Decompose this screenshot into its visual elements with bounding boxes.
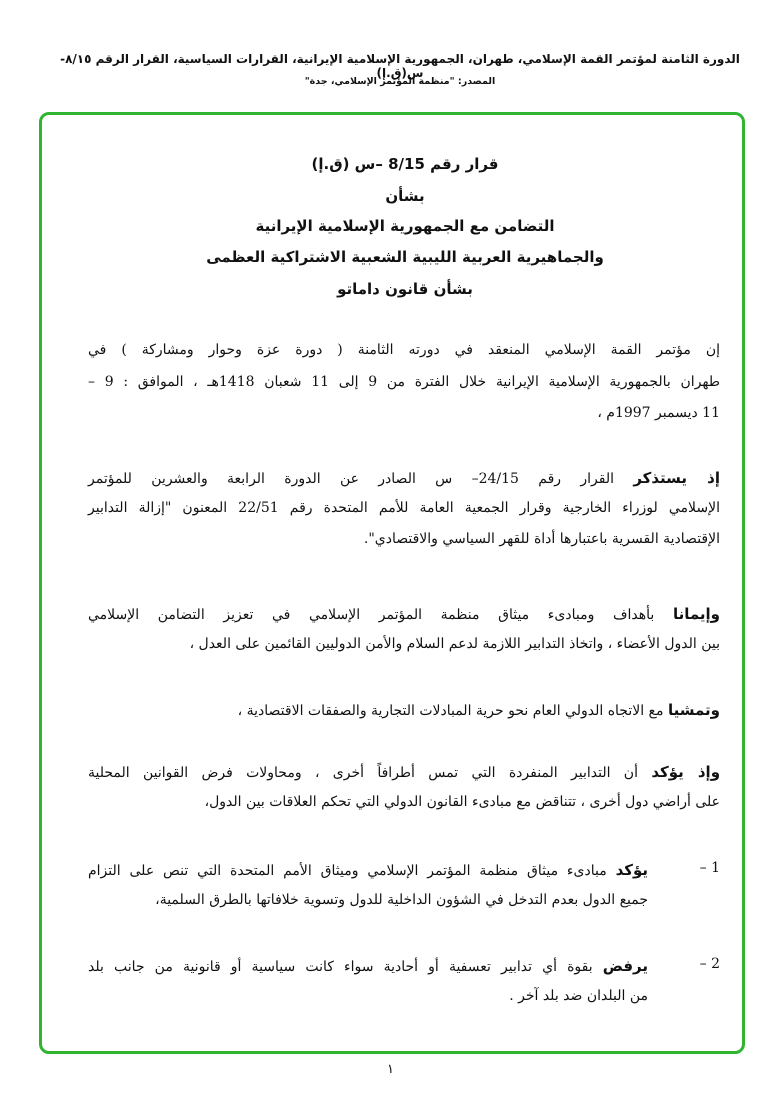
- title-subject-1: التضامن مع الجمهورية الإسلامية الإيرانية: [255, 217, 555, 235]
- paragraph-text: القرار رقم 24/15– س الصادر عن الدورة الرابعة والعشرين للمؤتمر: [88, 471, 614, 487]
- paragraph-line: إن مؤتمر القمة الإسلامي المنعقد في دورته الثامنة ( دورة عزة وحوار ومشاركة ) في: [88, 342, 720, 358]
- title-regarding: بشأن: [385, 187, 425, 205]
- paragraph-line: بين الدول الأعضاء ، واتخاذ التدابير اللازمة لدعم السلام والأمن الدوليين القائمين على العدل ،: [189, 636, 720, 652]
- item-number: 2 –: [699, 956, 720, 972]
- document-header-title: الدورة الثامنة لمؤتمر القمة الإسلامي، طهران، الجمهورية الإسلامية الإيرانية، القرارات السياسية، القرار الرقم ٨/١٥-س(ق.إ): [60, 52, 740, 80]
- item-number: 1 –: [699, 860, 720, 876]
- item-text: بقوة أي تدابير تعسفية أو أحادية سواء كانت سياسية أو قانونية من جانب بلد: [88, 959, 593, 975]
- paragraph-keyword: وإيمانا: [672, 605, 720, 623]
- paragraph-line: [88, 700, 720, 721]
- item-text: مبادىء ميثاق منظمة المؤتمر الإسلامي وميثاق الأمم المتحدة التي تنص على التزام: [88, 863, 607, 879]
- paragraph-keyword: إذ يستذكر: [633, 469, 720, 487]
- title-subject-3: بشأن قانون داماتو: [337, 280, 473, 298]
- paragraph-line: الإسلامي لوزراء الخارجية وقرار الجمعية العامة للأمم المتحدة رقم 22/51 المعنون "إزالة التدابير: [88, 500, 720, 516]
- paragraph-line: على أراضي دول أخرى ، تتناقض مع مبادىء القانون الدولي التي تحكم العلاقات بين الدول،: [204, 794, 720, 810]
- paragraph-line: [88, 468, 720, 489]
- item-keyword: يرفض: [602, 957, 648, 975]
- item-line: [88, 860, 648, 881]
- paragraph-keyword: وإذ يؤكد: [651, 763, 721, 781]
- paragraph-text: مع الاتجاه الدولي العام نحو حرية المبادلات التجارية والصفقات الاقتصادية ،: [237, 703, 664, 719]
- paragraph-line: طهران بالجمهورية الإسلامية الإيرانية خلال الفترة من 9 إلى 11 شعبان 1418هـ ، الموافق : 9 –: [88, 374, 721, 390]
- item-line: من البلدان ضد بلد آخر .: [509, 988, 648, 1004]
- paragraph-line: الإقتصادية القسرية باعتبارها أداة للقهر السياسي والاقتصادي".: [363, 531, 720, 547]
- document-header-source: المصدر: "منظمة المؤتمر الإسلامي، جدة": [304, 76, 496, 87]
- item-keyword: يؤكد: [615, 861, 648, 879]
- item-line: [88, 956, 648, 977]
- paragraph-keyword: وتمشيا: [667, 701, 720, 719]
- resolution-number: قرار رقم 8/15 –س (ق.إ): [311, 155, 499, 173]
- paragraph-line: [88, 604, 720, 625]
- paragraph-line: 11 ديسمبر 1997م ،: [597, 405, 720, 421]
- paragraph-line: [88, 762, 720, 783]
- item-line: جميع الدول بعدم التدخل في الشؤون الداخلية للدول وتسوية خلافاتها بالطرق السلمية،: [155, 892, 648, 908]
- paragraph-text: أن التدابير المنفردة التي تمس أطرافاً أخرى ، ومحاولات فرض القوانين المحلية: [88, 765, 638, 781]
- paragraph-text: بأهداف ومبادىء ميثاق منظمة المؤتمر الإسلامي في تعزيز التضامن الإسلامي: [88, 607, 655, 623]
- title-subject-2: والجماهيرية العربية الليبية الشعبية الاشتراكية العظمى: [206, 248, 604, 266]
- page-number: ١: [387, 1062, 394, 1077]
